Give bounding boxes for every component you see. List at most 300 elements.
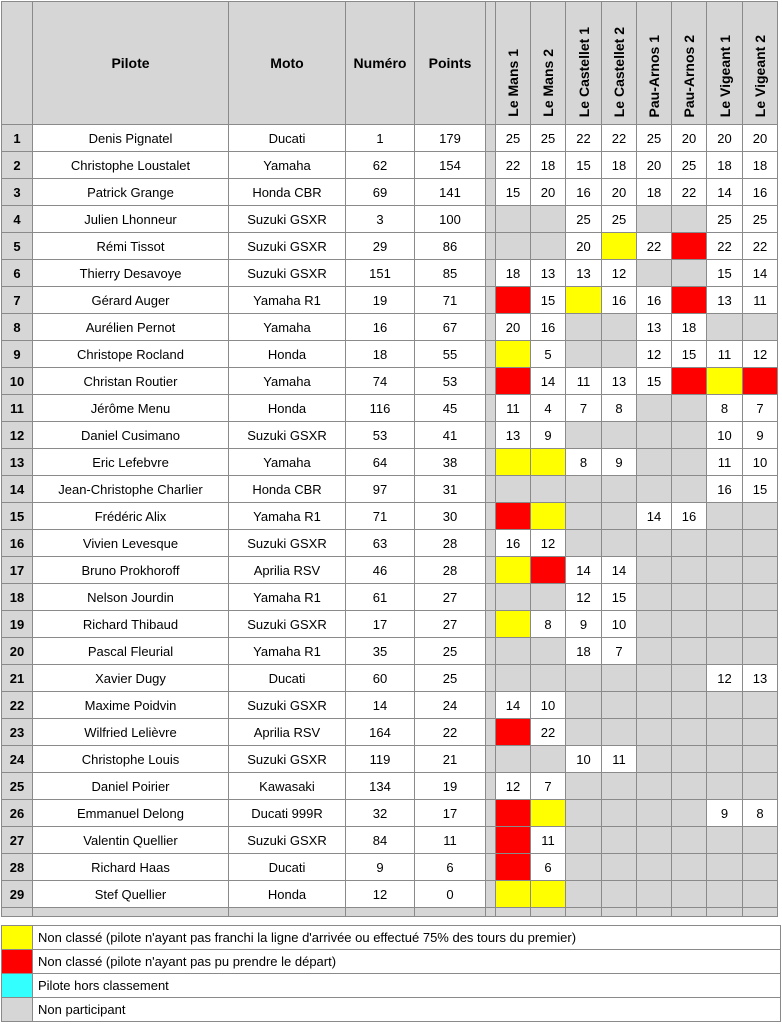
numero-cell: 35 [346,638,415,665]
table-row [2,800,778,827]
race-cell: 18 [637,179,672,206]
race-cell-non-participant [672,719,707,746]
race-cell-non-participant [672,530,707,557]
separator-cell [486,719,496,746]
race-cell: 15 [707,260,743,287]
race-cell: 16 [637,287,672,314]
rank-cell: 13 [2,449,33,476]
numero-cell: 18 [346,341,415,368]
separator-cell [486,881,496,908]
race-cell-non-participant [743,881,778,908]
separator-cell [486,800,496,827]
race-header-label: Pau-Arnos 2 [681,34,697,117]
race-cell: 11 [602,746,637,773]
race-cell-non-participant [707,827,743,854]
race-cell-did-not-start [496,503,531,530]
race-cell-non-participant [496,746,531,773]
race-cell-non-participant [496,476,531,503]
separator-cell [486,179,496,206]
separator-cell [486,314,496,341]
race-cell-non-participant [531,233,566,260]
race-cell-non-participant [672,881,707,908]
race-cell: 10 [602,611,637,638]
race-cell: 20 [707,125,743,152]
points-cell: 24 [415,692,486,719]
separator-cell [486,827,496,854]
race-cell: 25 [602,206,637,233]
points-cell: 55 [415,341,486,368]
rank-cell: 9 [2,341,33,368]
numero-cell: 134 [346,773,415,800]
table-row [2,341,778,368]
pilote-cell: Christope Rocland [33,341,229,368]
table-row [2,260,778,287]
points-cell: 30 [415,503,486,530]
race-cell-did-not-start [496,719,531,746]
table-row [2,449,778,476]
pilote-cell: Nelson Jourdin [33,584,229,611]
points-cell: 67 [415,314,486,341]
race-cell: 18 [707,152,743,179]
race-cell-non-participant [566,476,602,503]
race-cell-non-participant [566,314,602,341]
race-cell-non-participant [672,260,707,287]
points-cell: 45 [415,395,486,422]
table-row [2,314,778,341]
race-cell-non-participant [707,854,743,881]
points-cell: 71 [415,287,486,314]
moto-cell: Ducati [229,854,346,881]
race-cell: 16 [496,530,531,557]
table-row [2,233,778,260]
race-cell-non-participant [743,530,778,557]
race-cell-non-participant [602,881,637,908]
numero-cell: 84 [346,827,415,854]
rank-cell: 11 [2,395,33,422]
race-cell-non-participant [672,476,707,503]
race-cell: 22 [496,152,531,179]
race-cell: 22 [531,719,566,746]
separator-cell [486,152,496,179]
separator-cell [486,503,496,530]
points-cell: 38 [415,449,486,476]
table-row [2,422,778,449]
race-cell: 20 [531,179,566,206]
race-cell: 14 [496,692,531,719]
race-cell-non-participant [602,827,637,854]
race-cell: 11 [531,827,566,854]
spacer-cell [229,908,346,917]
race-cell: 10 [743,449,778,476]
race-cell: 15 [672,341,707,368]
race-cell-non-participant [637,206,672,233]
race-cell-non-participant [496,665,531,692]
race-cell-non-participant [566,827,602,854]
race-cell: 6 [531,854,566,881]
numero-cell: 62 [346,152,415,179]
pilote-cell: Xavier Dugy [33,665,229,692]
separator-cell [486,341,496,368]
race-cell: 12 [496,773,531,800]
race-cell-did-not-start [496,800,531,827]
moto-cell: Yamaha R1 [229,584,346,611]
race-cell: 16 [707,476,743,503]
race-cell-non-participant [743,611,778,638]
race-cell-non-participant [496,206,531,233]
points-cell: 21 [415,746,486,773]
race-cell-non-participant [672,746,707,773]
race-cell-non-participant [707,503,743,530]
points-cell: 27 [415,611,486,638]
points-cell: 53 [415,368,486,395]
rank-cell: 21 [2,665,33,692]
race-cell: 20 [496,314,531,341]
race-cell: 18 [531,152,566,179]
pilote-cell: Rémi Tissot [33,233,229,260]
race-cell-non-participant [743,719,778,746]
spacer-cell [602,908,637,917]
race-cell: 12 [707,665,743,692]
points-cell: 27 [415,584,486,611]
legend-item [2,926,781,950]
race-cell: 15 [637,368,672,395]
moto-cell: Suzuki GSXR [229,611,346,638]
pilote-cell: Christophe Loustalet [33,152,229,179]
race-cell-non-participant [672,611,707,638]
race-cell-non-participant [566,773,602,800]
moto-cell: Suzuki GSXR [229,260,346,287]
separator-cell [486,233,496,260]
rank-cell: 19 [2,611,33,638]
race-cell-non-participant [707,530,743,557]
race-cell: 7 [566,395,602,422]
race-cell-non-participant [637,881,672,908]
race-cell-non-participant [637,638,672,665]
race-cell-non-participant [637,719,672,746]
pilote-cell: Richard Thibaud [33,611,229,638]
race-cell: 11 [707,449,743,476]
moto-cell: Yamaha R1 [229,287,346,314]
separator-cell [486,665,496,692]
rank-cell: 18 [2,584,33,611]
race-header [566,2,602,125]
race-cell: 10 [707,422,743,449]
pilote-cell: Frédéric Alix [33,503,229,530]
pilote-cell: Wilfried Lelièvre [33,719,229,746]
moto-cell: Suzuki GSXR [229,530,346,557]
race-header [531,2,566,125]
numero-header: Numéro [346,2,415,125]
race-cell-non-participant [566,692,602,719]
race-cell: 22 [566,125,602,152]
race-cell-non-participant [637,260,672,287]
separator-cell [486,422,496,449]
race-cell: 14 [637,503,672,530]
numero-cell: 116 [346,395,415,422]
race-cell-non-participant [602,665,637,692]
pilote-cell: Richard Haas [33,854,229,881]
race-cell-non-participant [566,881,602,908]
moto-cell: Honda [229,881,346,908]
rank-cell: 4 [2,206,33,233]
table-row [2,557,778,584]
race-header-label: Le Castellet 2 [611,26,627,117]
moto-cell: Honda [229,395,346,422]
race-cell: 20 [602,179,637,206]
race-cell-not-classified [531,800,566,827]
rank-cell: 15 [2,503,33,530]
race-cell-not-classified [531,449,566,476]
spacer-row [2,908,778,917]
pilote-cell: Pascal Fleurial [33,638,229,665]
separator-cell [486,746,496,773]
race-cell: 8 [566,449,602,476]
legend-item [2,998,781,1022]
rank-cell: 12 [2,422,33,449]
race-cell-non-participant [743,692,778,719]
race-cell-non-participant [566,503,602,530]
race-cell-non-participant [637,422,672,449]
points-cell: 22 [415,719,486,746]
race-cell: 14 [531,368,566,395]
legend-text: Pilote hors classement [33,974,781,998]
table-row [2,584,778,611]
pilote-cell: Aurélien Pernot [33,314,229,341]
race-header-label: Le Vigeant 2 [752,34,768,117]
race-cell-non-participant [637,692,672,719]
separator-cell [486,611,496,638]
race-cell-not-classified [496,881,531,908]
race-header [602,2,637,125]
race-cell-non-participant [602,422,637,449]
race-cell-non-participant [566,719,602,746]
moto-cell: Yamaha [229,449,346,476]
race-cell: 13 [566,260,602,287]
race-cell-did-not-start [672,233,707,260]
race-cell-did-not-start [743,368,778,395]
spacer-cell [743,908,778,917]
separator-cell [486,368,496,395]
race-cell: 7 [743,395,778,422]
yellow-swatch [2,926,33,950]
race-cell-non-participant [566,665,602,692]
race-cell-non-participant [602,476,637,503]
table-row [2,827,778,854]
race-cell: 25 [566,206,602,233]
race-cell-not-classified [496,341,531,368]
race-cell-non-participant [743,638,778,665]
numero-cell: 19 [346,287,415,314]
moto-cell: Suzuki GSXR [229,746,346,773]
points-cell: 28 [415,530,486,557]
moto-cell: Yamaha [229,152,346,179]
separator-cell [486,125,496,152]
race-cell: 16 [602,287,637,314]
moto-cell: Suzuki GSXR [229,422,346,449]
spacer-cell [2,908,33,917]
separator-cell [486,206,496,233]
moto-cell: Yamaha R1 [229,503,346,530]
numero-cell: 14 [346,692,415,719]
pilote-header: Pilote [33,2,229,125]
race-cell-non-participant [496,638,531,665]
race-cell-non-participant [743,584,778,611]
race-cell: 12 [602,260,637,287]
spacer-cell [531,908,566,917]
rank-cell: 8 [2,314,33,341]
race-cell: 15 [602,584,637,611]
separator-cell [486,530,496,557]
table-row [2,773,778,800]
race-cell-non-participant [707,611,743,638]
pilote-cell: Thierry Desavoye [33,260,229,287]
cyan-swatch [2,974,33,998]
race-cell: 5 [531,341,566,368]
numero-cell: 61 [346,584,415,611]
race-cell-non-participant [637,773,672,800]
race-header [707,2,743,125]
race-cell-did-not-start [496,827,531,854]
separator-column [486,2,496,125]
table-row [2,179,778,206]
race-cell-non-participant [672,692,707,719]
race-cell: 12 [637,341,672,368]
spacer-cell [486,908,496,917]
numero-cell: 1 [346,125,415,152]
race-cell-did-not-start [496,287,531,314]
numero-cell: 64 [346,449,415,476]
spacer-cell [707,908,743,917]
race-cell: 9 [531,422,566,449]
pilote-cell: Gérard Auger [33,287,229,314]
race-cell: 22 [743,233,778,260]
race-cell-non-participant [707,692,743,719]
race-cell-not-classified [496,449,531,476]
table-row [2,881,778,908]
pilote-cell: Bruno Prokhoroff [33,557,229,584]
race-cell-non-participant [602,800,637,827]
race-cell-non-participant [672,800,707,827]
race-cell: 20 [566,233,602,260]
moto-cell: Suzuki GSXR [229,827,346,854]
table-row [2,665,778,692]
numero-cell: 164 [346,719,415,746]
race-cell: 18 [496,260,531,287]
race-cell-non-participant [602,341,637,368]
numero-cell: 32 [346,800,415,827]
numero-cell: 9 [346,854,415,881]
pilote-cell: Christan Routier [33,368,229,395]
race-cell: 25 [743,206,778,233]
race-header-label: Le Mans 1 [505,49,521,117]
race-cell-non-participant [743,557,778,584]
race-cell: 10 [531,692,566,719]
rank-cell: 28 [2,854,33,881]
race-cell: 14 [707,179,743,206]
race-cell: 18 [602,152,637,179]
rank-cell: 24 [2,746,33,773]
table-row [2,530,778,557]
rank-cell: 16 [2,530,33,557]
race-cell-non-participant [672,395,707,422]
moto-cell: Yamaha [229,314,346,341]
race-cell-non-participant [672,827,707,854]
race-cell-non-participant [496,584,531,611]
rank-cell: 22 [2,692,33,719]
race-cell-non-participant [743,773,778,800]
race-cell-non-participant [566,341,602,368]
race-cell-did-not-start [531,557,566,584]
race-cell: 8 [743,800,778,827]
race-cell: 15 [531,287,566,314]
race-cell-non-participant [566,854,602,881]
moto-cell: Suzuki GSXR [229,206,346,233]
race-cell-non-participant [672,773,707,800]
points-header: Points [415,2,486,125]
points-cell: 85 [415,260,486,287]
rank-cell: 14 [2,476,33,503]
race-cell: 25 [637,125,672,152]
race-cell-non-participant [637,827,672,854]
race-header-label: Le Castellet 1 [575,26,592,117]
red-swatch [2,950,33,974]
race-cell-non-participant [602,854,637,881]
race-cell-non-participant [566,530,602,557]
table-row [2,854,778,881]
pilote-cell: Jean-Christophe Charlier [33,476,229,503]
race-cell: 12 [743,341,778,368]
race-cell: 8 [707,395,743,422]
race-cell-non-participant [637,665,672,692]
race-cell-did-not-start [672,287,707,314]
race-cell-non-participant [707,557,743,584]
spacer-cell [637,908,672,917]
rank-cell: 23 [2,719,33,746]
race-cell-non-participant [637,611,672,638]
race-cell: 25 [531,125,566,152]
race-cell: 11 [707,341,743,368]
race-cell-non-participant [707,638,743,665]
rank-cell: 17 [2,557,33,584]
numero-cell: 60 [346,665,415,692]
spacer-cell [33,908,229,917]
race-cell-non-participant [602,773,637,800]
rank-cell: 20 [2,638,33,665]
race-header [637,2,672,125]
numero-cell: 3 [346,206,415,233]
race-cell: 7 [531,773,566,800]
race-cell-non-participant [637,746,672,773]
race-cell-did-not-start [672,368,707,395]
separator-cell [486,773,496,800]
race-cell-non-participant [531,584,566,611]
pilote-cell: Denis Pignatel [33,125,229,152]
points-cell: 6 [415,854,486,881]
race-cell: 9 [743,422,778,449]
race-cell: 12 [566,584,602,611]
points-cell: 17 [415,800,486,827]
table-row [2,476,778,503]
numero-cell: 16 [346,314,415,341]
race-cell-non-participant [743,314,778,341]
race-cell-non-participant [531,746,566,773]
separator-cell [486,584,496,611]
table-row [2,719,778,746]
race-cell-non-participant [566,800,602,827]
race-header [496,2,531,125]
separator-cell [486,854,496,881]
race-header [743,2,778,125]
